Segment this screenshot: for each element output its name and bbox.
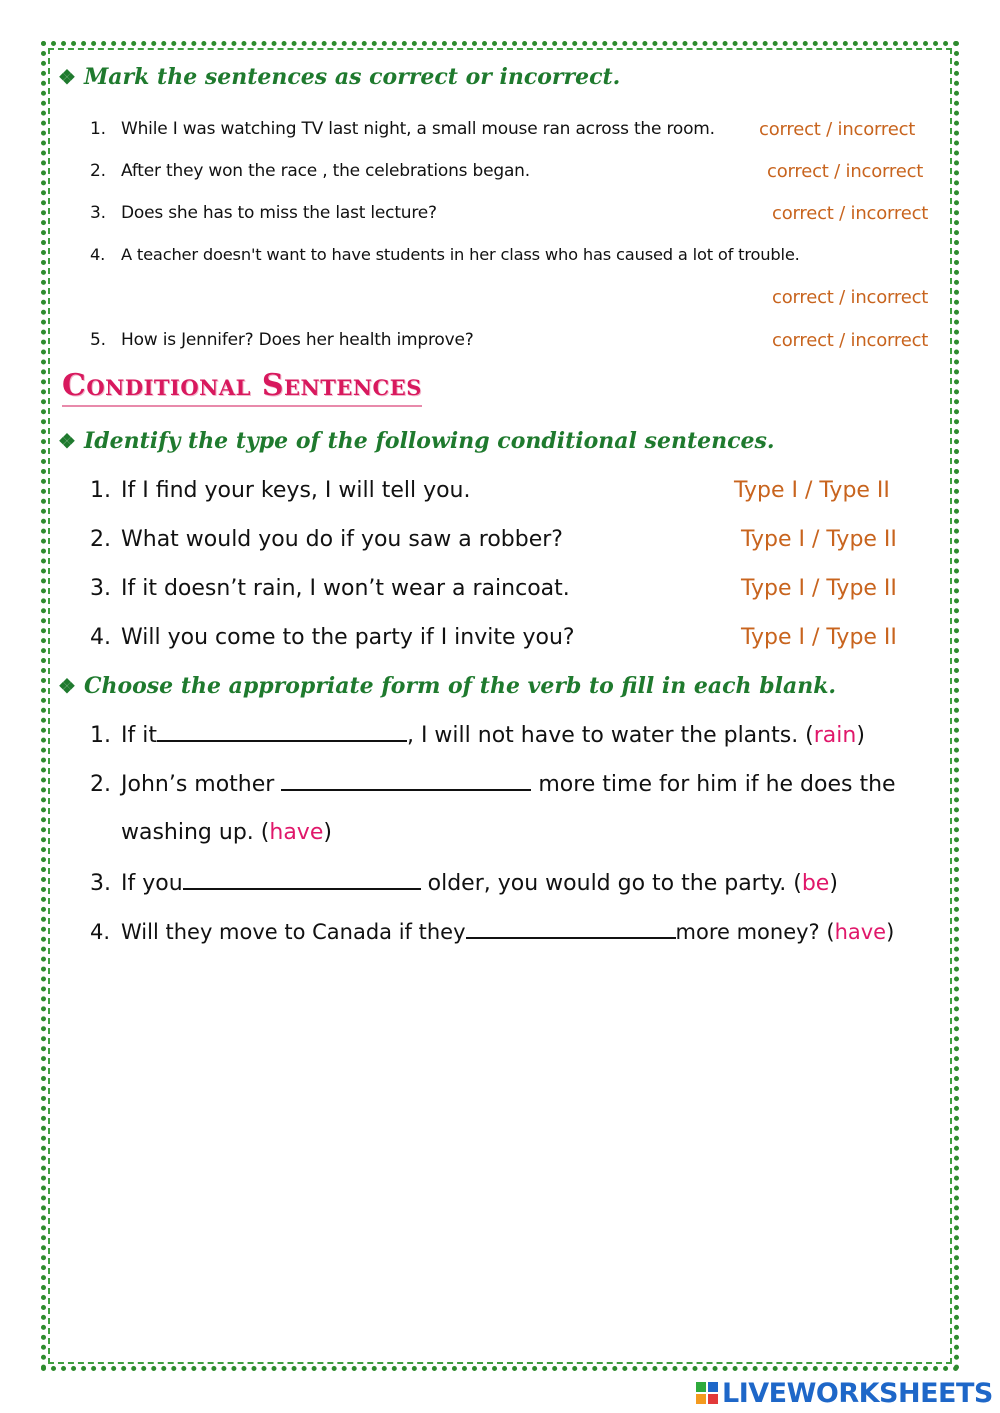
- list-item: 2. What would you do if you saw a robber?: [90, 527, 563, 552]
- choice-correct-incorrect[interactable]: correct / incorrect: [772, 203, 929, 224]
- choice-type[interactable]: Type I / Type II: [741, 527, 897, 552]
- choice-correct-incorrect[interactable]: correct / incorrect: [759, 119, 916, 140]
- list-item: 5. How is Jennifer? Does her health improve?: [90, 330, 474, 350]
- list-item: 1. While I was watching TV last night, a small mouse ran across the room.: [90, 119, 715, 139]
- section-heading-identify-type: ❖ Identify the type of the following conditional sentences.: [58, 428, 775, 454]
- choice-type[interactable]: Type I / Type II: [734, 478, 890, 503]
- answer-blank[interactable]: [183, 870, 421, 890]
- list-item: 2. After they won the race , the celebrations began.: [90, 161, 530, 181]
- list-item: 4. A teacher doesn't want to have students in her class who has caused a lot of trouble.: [90, 245, 800, 264]
- logo-squares-icon: [696, 1382, 718, 1404]
- verb-hint: rain: [813, 723, 857, 748]
- list-item: 4. Will they move to Canada if they more money? (have): [90, 920, 895, 944]
- choice-type[interactable]: Type I / Type II: [741, 625, 897, 650]
- diamond-bullet-icon: ❖: [58, 429, 76, 453]
- diamond-bullet-icon: ❖: [58, 674, 76, 698]
- logo-text: LIVEWORKSHEETS: [722, 1377, 993, 1409]
- verb-hint: have: [269, 820, 324, 845]
- list-item: 1. If it , I will not have to water the plants. (rain): [90, 723, 865, 748]
- list-item: 3. If it doesn’t rain, I won’t wear a raincoat.: [90, 576, 570, 601]
- diamond-bullet-icon: ❖: [58, 65, 76, 89]
- answer-blank[interactable]: [157, 722, 407, 742]
- list-item: 2. John’s mother more time for him if he does the: [90, 772, 896, 797]
- list-item-continuation: washing up. (have): [121, 820, 332, 845]
- answer-blank[interactable]: [281, 771, 531, 791]
- choice-correct-incorrect[interactable]: correct / incorrect: [767, 161, 924, 182]
- answer-blank[interactable]: [466, 919, 676, 939]
- list-item: 4. Will you come to the party if I invite you?: [90, 625, 575, 650]
- page-title: Conditional Sentences: [62, 368, 422, 407]
- page-border: [41, 41, 959, 1371]
- list-item: 3. Does she has to miss the last lecture?: [90, 203, 437, 223]
- choice-type[interactable]: Type I / Type II: [741, 576, 897, 601]
- choice-correct-incorrect[interactable]: correct / incorrect: [772, 330, 929, 351]
- list-item: 1. If I find your keys, I will tell you.: [90, 478, 471, 503]
- verb-hint: be: [801, 871, 830, 896]
- choice-correct-incorrect[interactable]: correct / incorrect: [772, 287, 929, 308]
- verb-hint: have: [834, 920, 887, 944]
- section-heading-verb-form: ❖ Choose the appropriate form of the verb to fill in each blank.: [58, 673, 837, 699]
- section-heading-correct-incorrect: ❖ Mark the sentences as correct or incorrect.: [58, 64, 621, 90]
- list-item: 3. If you older, you would go to the party. (be): [90, 871, 838, 896]
- liveworksheets-logo[interactable]: [696, 1378, 993, 1408]
